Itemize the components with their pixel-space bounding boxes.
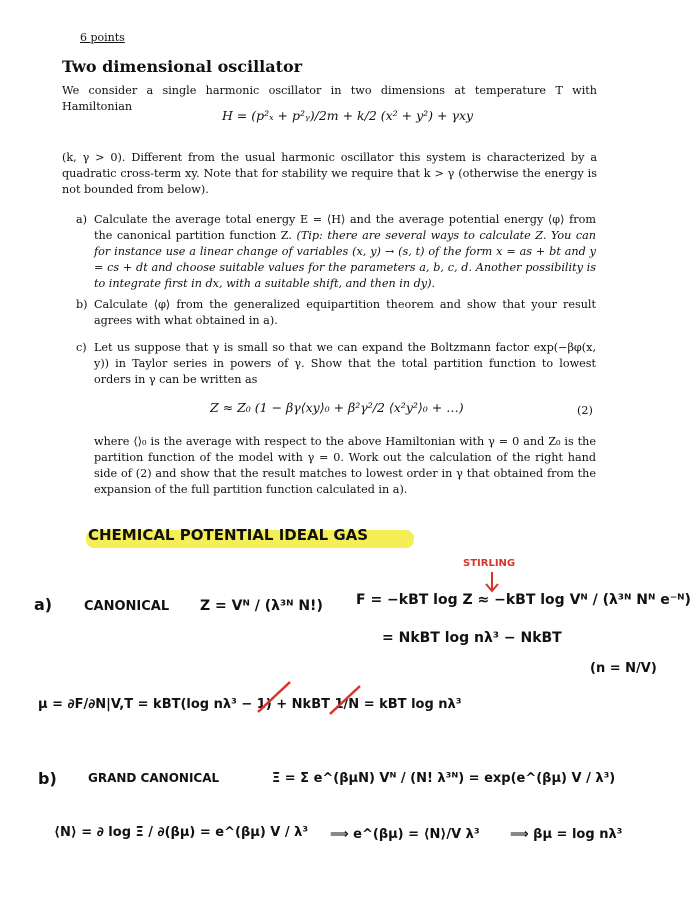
problem-title: Two dimensional oscillator — [62, 57, 303, 76]
grand-partition-function: Ξ = Σ e^(βμN) Vᴺ / (N! λ³ᴺ) = exp(e^(βμ) V / λ³) — [272, 771, 616, 786]
part-a-label: a) — [34, 595, 53, 614]
free-energy: F = −kBT log Z ≈ −kBT log Vᴺ / (λ³ᴺ Nᴺ e⁻ᴺ) — [356, 592, 691, 608]
mu-grand-result: ⟹ βμ = log nλ³ — [510, 827, 623, 842]
question-a-tip: (Tip: there are several ways to calculate Z. You can for instance use a linear change of variables (x, y) → (s, t) of the form x = as + bt and y = cs + dt and choose suitable values for the parameters a, b, c, d. Another possibility is to integrate first in dx, with a suitable shift, and then in dy). — [94, 229, 597, 290]
part-b-label: b) — [38, 769, 57, 788]
canonical-partition-function: Z = Vᴺ / (λ³ᴺ N!) — [200, 598, 323, 614]
question-a-label: a) — [76, 213, 88, 226]
equation-2-number: (2) — [577, 404, 593, 417]
canonical-label: CANONICAL — [84, 599, 170, 614]
notes-heading: CHEMICAL POTENTIAL IDEAL GAS — [88, 526, 369, 544]
condition-paragraph: (k, γ > 0). Different from the usual harmonic oscillator this system is characterized by a quadratic cross-term xy. Note that for stability we require that k > γ (otherwise the energy is not bounded from below). — [62, 151, 597, 196]
points-label: 6 points — [80, 31, 125, 44]
hamiltonian-equation: H = (p²ₓ + p²ᵧ)/2m + k/2 (x² + y²) + γxy — [221, 108, 474, 123]
grand-canonical-label: GRAND CANONICAL — [88, 771, 220, 785]
stirling-label: STIRLING — [463, 558, 516, 569]
question-c-label: c) — [76, 341, 87, 354]
stirling-arrow-icon — [486, 572, 498, 591]
question-c-text: Let us suppose that γ is small so that we can expand the Boltzmann factor exp(−βφ(x, y)) in Taylor series in powers of γ. Show that the total partition function to lowest orders in γ can be written as — [94, 341, 596, 386]
question-a-text: Calculate the average total energy E = ⟨H⟩ and the average potential energy ⟨φ⟩ from the canonical partition function Z. — [94, 213, 596, 242]
free-energy-result: = NkBT log nλ³ − NkBT — [382, 630, 562, 646]
question-c-followup: where ⟨⟩₀ is the average with respect to the above Hamiltonian with γ = 0 and Z₀ is the partition function of the model with γ = 0. Work out the calculation of the right hand side of (2) and show that the result matches to lowest order in γ that obtained from the expansion of the full partition function calculated in a). — [94, 435, 596, 496]
fugacity-result: ⟹ e^(βμ) = ⟨N⟩/V λ³ — [330, 827, 480, 842]
equation-2: Z ≈ Z₀ (1 − βγ⟨xy⟩₀ + β²γ²/2 ⟨x²y²⟩₀ + …) — [210, 400, 464, 415]
mu-canonical: μ = ∂F/∂N|V,T = kBT(log nλ³ − 1) + NkBT 1/N = kBT log nλ³ — [38, 697, 462, 712]
density-definition: (n = N/V) — [590, 661, 657, 676]
question-b-text: Calculate ⟨φ⟩ from the generalized equipartition theorem and show that your result agrees with what obtained in a). — [94, 298, 596, 327]
intro-paragraph: We consider a single harmonic oscillator in two dimensions at temperature T with Hamiltonian — [62, 84, 597, 113]
question-b-label: b) — [76, 298, 88, 311]
average-n: ⟨N⟩ = ∂ log Ξ / ∂(βμ) = e^(βμ) V / λ³ — [54, 825, 309, 840]
